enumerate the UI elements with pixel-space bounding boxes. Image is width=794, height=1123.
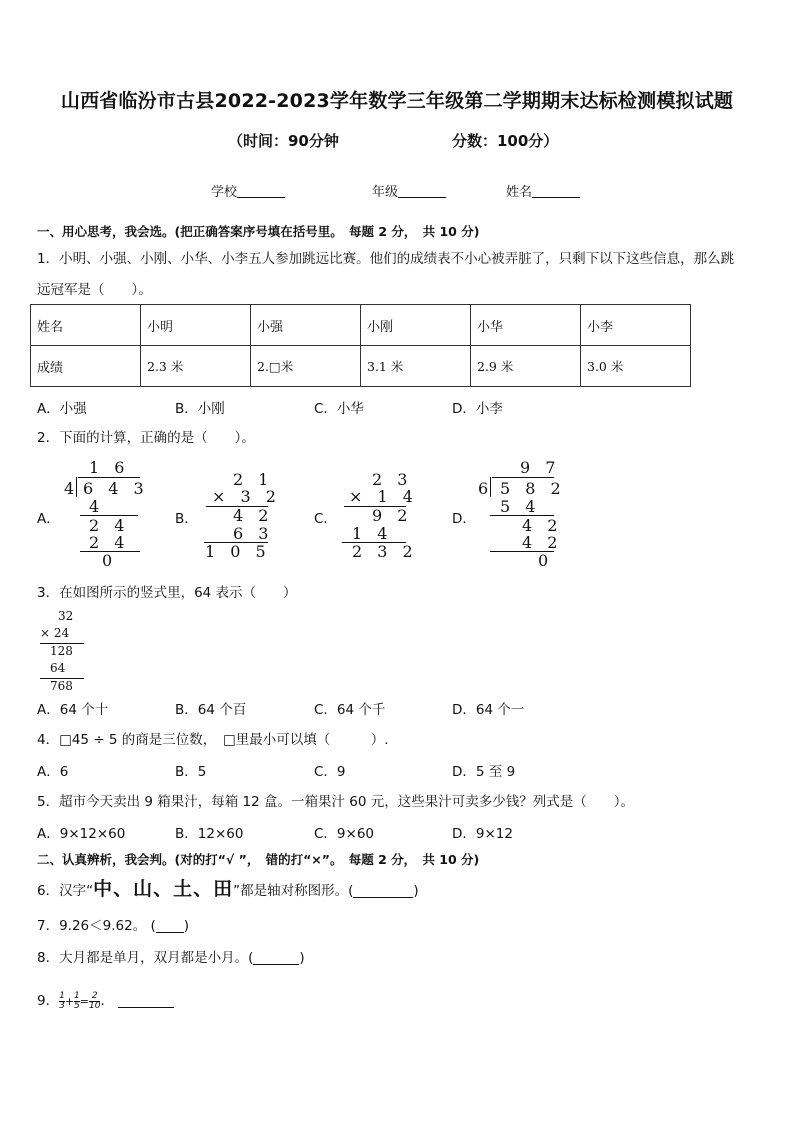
table-row	[31, 305, 691, 346]
grade-field[interactable]	[372, 181, 446, 200]
exam-score: 分数：100分）	[452, 132, 559, 150]
calc-partial: 6 3	[233, 524, 274, 543]
fraction-denominator: 10	[89, 1000, 101, 1011]
q3-option-c[interactable]: C．64 个千	[314, 702, 386, 718]
q9-end: ．	[100, 993, 114, 1009]
q2-option-a-calc[interactable]	[62, 457, 152, 569]
calc-partial: 128	[50, 644, 73, 658]
school-blank[interactable]	[237, 184, 285, 198]
q2-option-d-label[interactable]: D．	[452, 511, 476, 527]
name-label: 姓名	[506, 185, 533, 200]
q3-text: 3．在如图所示的竖式里，64 表示（ ）	[37, 585, 297, 601]
calc-quotient: 1 6	[89, 458, 130, 477]
q2-option-c-label[interactable]: C．	[314, 511, 337, 527]
grade-label: 年级	[372, 185, 399, 200]
q2-option-b-label[interactable]: B．	[175, 511, 198, 527]
calc-multiplier: × 3 2	[212, 487, 281, 506]
q6-suffix: ”都是轴对称图形。(	[233, 883, 354, 899]
calc-step: 4 2	[522, 516, 563, 535]
calc-step: 2 4	[89, 533, 130, 552]
calc-divisor: 4	[64, 479, 80, 498]
calc-quotient: 9 7	[520, 458, 561, 477]
calc-partial: 64	[50, 661, 66, 675]
table-header-cell: 姓名	[31, 305, 141, 346]
q1-option-d[interactable]: D．小李	[452, 401, 503, 417]
q2-option-a-label[interactable]: A．	[37, 511, 60, 527]
q2-option-b-calc[interactable]	[200, 468, 281, 563]
calc-partial: 9 2	[372, 506, 413, 525]
calc-remainder: 0	[102, 551, 118, 570]
school-label: 学校	[211, 185, 238, 200]
table-cell: 3.1 米	[361, 346, 471, 387]
score-table	[30, 304, 691, 387]
calc-result: 1 0 5	[205, 542, 271, 561]
table-header-cell: 小明	[141, 305, 251, 346]
calc-multiplier: × 24	[40, 626, 70, 640]
q9-text	[37, 990, 174, 1013]
name-field[interactable]	[506, 181, 580, 200]
name-blank[interactable]	[532, 184, 580, 198]
fraction-numerator: 1	[74, 990, 80, 1001]
calc-dividend: 5 8 2	[500, 479, 566, 498]
q3-option-b[interactable]: B．64 个百	[175, 702, 247, 718]
q5-option-c[interactable]: C．9×60	[314, 826, 375, 842]
table-header-cell: 小华	[471, 305, 581, 346]
q4-option-c[interactable]: C．9	[314, 764, 346, 780]
section-1-heading: 一、用心思考，我会选。(把正确答案序号填在括号里。 每题 2 分， 共 10 分)	[37, 224, 480, 239]
q4-option-a[interactable]: A．6	[37, 764, 69, 780]
calc-multiplier: × 1 4	[349, 487, 418, 506]
calc-multiplicand: 32	[58, 609, 74, 623]
q1-option-b[interactable]: B．小刚	[175, 401, 225, 417]
q7-statement: 7．9.26＜9.62。 (	[37, 918, 156, 934]
q5-text: 5．超市今天卖出 9 箱果汁，每箱 12 盒。一箱果汁 60 元，这些果汁可卖多少钱？列式是（ ）。	[37, 794, 635, 810]
q2-option-c-calc[interactable]	[338, 468, 418, 563]
fraction-numerator: 1	[59, 990, 65, 1001]
calc-division-bar	[492, 477, 554, 478]
q4-option-d[interactable]: D．5 至 9	[452, 764, 516, 780]
q2-text: 2．下面的计算，正确的是（ ）。	[37, 430, 255, 446]
school-field[interactable]	[211, 181, 285, 200]
q5-option-a[interactable]: A．9×12×60	[37, 826, 126, 842]
table-cell: 2.3 米	[141, 346, 251, 387]
q7-text	[37, 915, 189, 937]
calc-division-bar	[78, 477, 140, 478]
calc-result: 768	[50, 679, 73, 693]
calc-multiplicand: 2 3	[372, 470, 413, 489]
page-title: 山西省临汾市古县2022-2023学年数学三年级第二学期期末达标检测模拟试题	[60, 90, 734, 112]
q6-end: )	[413, 883, 419, 899]
q2-option-d-calc[interactable]	[476, 457, 566, 570]
calc-divisor: 6	[478, 479, 494, 498]
q1-text-line2: 远冠军是（ ）。	[37, 282, 152, 298]
table-header-cell: 小强	[251, 305, 361, 346]
q6-characters: 中、山、土、田	[93, 878, 234, 900]
q1-option-a[interactable]: A．小强	[37, 401, 87, 417]
q7-end: )	[183, 918, 190, 934]
section-2-heading: 二、认真辨析，我会判。(对的打“√ ”， 错的打“×”。 每题 2 分， 共 10 分)	[37, 852, 480, 867]
calc-multiplicand: 2 1	[233, 470, 274, 489]
calc-dividend: 6 4 3	[83, 479, 149, 498]
table-cell: 成绩	[31, 346, 141, 387]
q1-option-c[interactable]: C．小华	[314, 401, 364, 417]
q6-text	[37, 878, 419, 902]
calc-result: 2 3 2	[352, 542, 418, 561]
fraction-numerator: 2	[89, 992, 100, 1002]
q4-option-b[interactable]: B．5	[175, 764, 207, 780]
q3-option-d[interactable]: D．64 个一	[452, 702, 525, 718]
q1-text-line1: 1．小明、小强、小刚、小华、小李五人参加跳远比赛。他们的成绩表不小心被弄脏了，只剩下以下这些信息，那么跳	[37, 251, 735, 267]
grade-blank[interactable]	[398, 184, 446, 198]
calc-step: 4	[89, 497, 105, 516]
table-cell: 2.9 米	[471, 346, 581, 387]
fraction-denominator: 3	[59, 1000, 65, 1011]
fraction	[89, 992, 100, 1011]
q9-prefix: 9．	[37, 993, 60, 1009]
calc-remainder: 0	[538, 551, 554, 570]
q5-option-d[interactable]: D．9×12	[452, 826, 513, 842]
calc-step: 2 4	[89, 516, 130, 535]
q8-statement: 8．大月都是单月，双月都是小月。(	[37, 950, 254, 966]
table-cell: 3.0 米	[581, 346, 691, 387]
q7-answer-blank[interactable]	[156, 918, 184, 933]
table-cell: 2.□米	[251, 346, 361, 387]
q6-prefix: 6．汉字“	[37, 883, 94, 899]
calc-step: 5 4	[500, 497, 541, 516]
calc-step: 4 2	[522, 533, 563, 552]
q4-text: 4．□45 ÷ 5 的商是三位数， □里最小可以填（ ）.	[37, 732, 389, 748]
q8-end: )	[299, 950, 305, 966]
q6-answer-blank[interactable]	[353, 883, 413, 898]
q3-calc	[38, 608, 98, 698]
q3-option-a[interactable]: A．64 个十	[37, 702, 109, 718]
equals-sign: =	[79, 995, 89, 1008]
calc-partial: 4 2	[233, 506, 274, 525]
fraction-denominator: 5	[74, 1000, 80, 1011]
q8-text	[37, 947, 305, 969]
table-row	[31, 346, 691, 387]
calc-partial: 1 4	[352, 524, 393, 543]
table-header-cell: 小刚	[361, 305, 471, 346]
q5-option-b[interactable]: B．12×60	[175, 826, 244, 842]
q9-answer-blank[interactable]	[118, 993, 174, 1008]
table-header-cell: 小李	[581, 305, 691, 346]
q8-answer-blank[interactable]	[253, 950, 299, 965]
plus-sign: +	[64, 995, 75, 1008]
exam-time: （时间：90分钟	[228, 132, 339, 150]
